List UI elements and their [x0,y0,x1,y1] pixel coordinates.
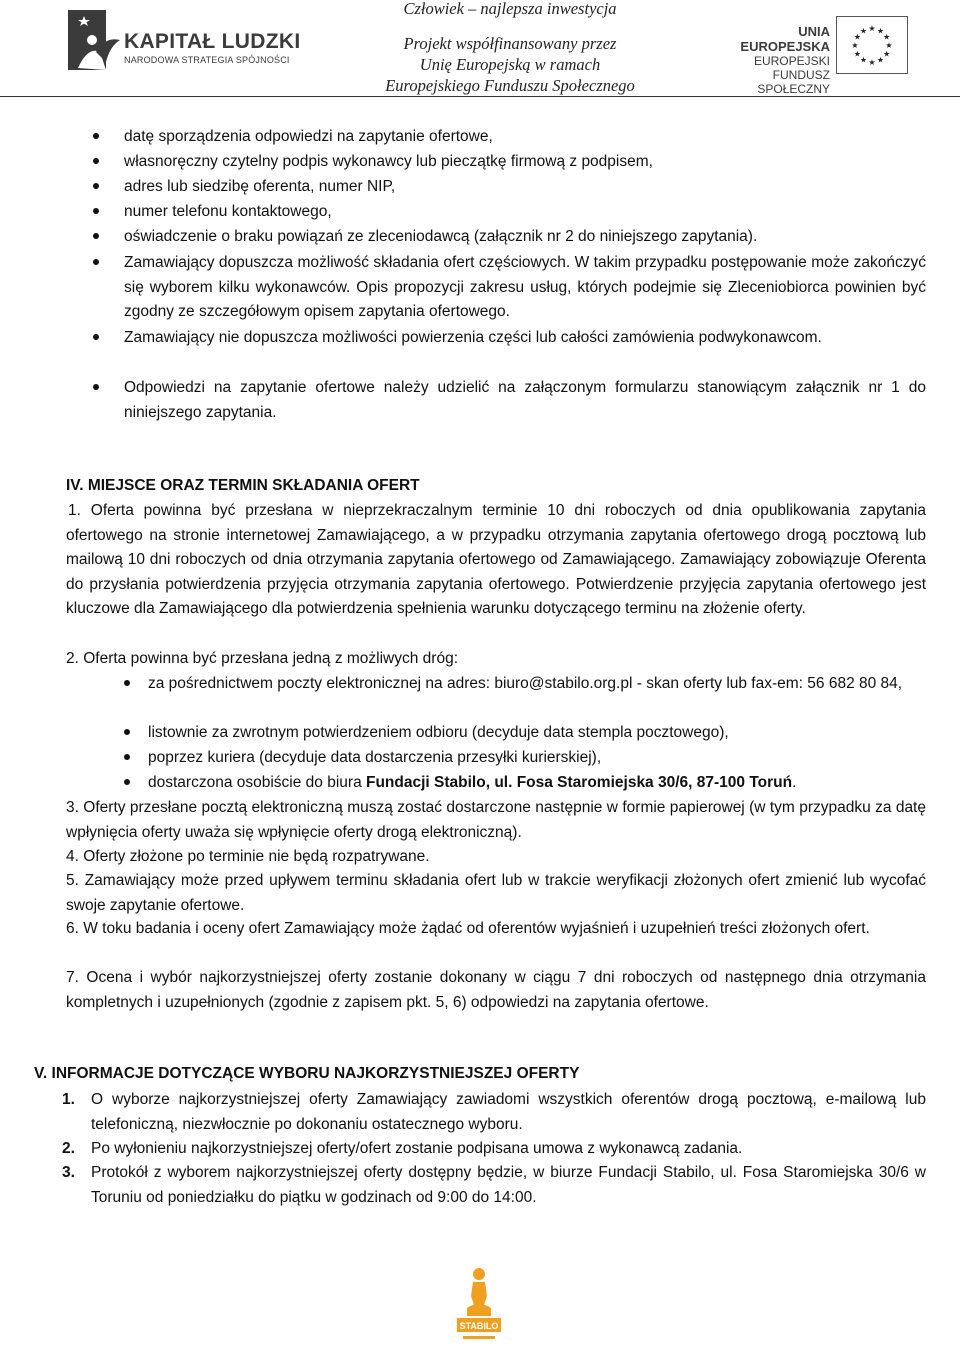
bullet-icon [93,334,99,340]
bullet-icon [124,779,130,785]
eu-star-icon: ★ [876,26,885,36]
page-header [0,0,960,97]
list-item-text: dostarczona osobiście do biura [148,774,366,791]
kapital-ludzki-wordmark [124,30,300,65]
kapital-ludzki-subtitle: NARODOWA STRATEGIA SPÓJNOŚCI [124,55,290,65]
eu-star-icon: ★ [868,58,876,67]
list-item: O wyborze najkorzystniejszej oferty Zamawiający zawiadomi wszystkich oferentów drogą pocztową, e-mailową lub telefoniczną, niezwłocznie po dokonaniu ostatecznego wyboru. [91,1091,926,1133]
list-item: Po wyłonieniu najkorzystniejszej oferty/ofert zostanie podpisana umowa z wykonawcą zadania. [91,1140,743,1157]
list-item: Odpowiedzi na zapytanie ofertowe należy udzielić na załączonym formularzu stanowiącym załącznik nr 1 do niniejszego zapytania. [124,379,926,421]
stabilo-logo-word: STABILO [459,1321,499,1331]
item-number: 1. [62,1091,75,1108]
list-item: poprzez kuriera (decyduje data dostarczenia przesyłki kurierskiej), [148,749,602,766]
eu-star-icon: ★ [859,26,868,36]
eu-star-icon: ★ [853,49,861,59]
eu-line: UNIA EUROPEJSKA [740,24,830,54]
section-heading: V. INFORMACJE DOTYCZĄCE WYBORU NAJKORZYSTNIEJSZEJ OFERTY [34,1065,580,1082]
paragraph: 6. W toku badania i oceny ofert Zamawiający może żądać od oferentów wyjaśnień i uzupełnień treści złożonych ofert. [66,920,870,937]
bullet-icon [93,208,99,214]
list-item [148,771,926,796]
office-address: Fundacji Stabilo, ul. Fosa Staromiejska 30/6, 87-100 Toruń [366,774,793,791]
list-item: Zamawiający nie dopuszcza możliwości powierzenia części lub całości zamówienia podwykonawcom. [124,329,822,346]
bullet-icon [93,233,99,239]
list-item: listownie za zwrotnym potwierdzeniem odbioru (decyduje data stempla pocztowego), [148,724,729,741]
item-number: 3. [62,1164,75,1181]
paragraph: 7. Ocena i wybór najkorzystniejszej oferty zostanie dokonany w ciągu 7 dni roboczych od następnego dnia otrzymania kompletnych i uzupełnionych (zgodnie z zapisem pkt. 5, 6) odpowiedzi na zapytania ofertowe. [66,969,926,1011]
list-item: adres lub siedzibę oferenta, numer NIP, [124,178,396,195]
eu-line: FUNDUSZ SPOŁECZNY [757,68,830,96]
eu-star-icon: ★ [883,49,891,59]
bullet-icon [124,729,130,735]
list-item: numer telefonu kontaktowego, [124,203,332,220]
eu-wordmark [708,24,830,96]
paragraph: 5. Zamawiający może przed upływem terminu składania ofert lub w trakcie weryfikacji złożonych ofert zmienić lub wycofać swoje zapytanie ofertowe. [66,872,926,914]
eu-star-icon: ★ [876,55,885,65]
bullet-icon [124,754,130,760]
bullet-icon [93,259,99,265]
paragraph: 4. Oferty złożone po terminie nie będą rozpatrywane. [66,848,430,865]
eu-flag-icon [836,16,908,74]
bullet-icon [93,384,99,390]
list-item: Zamawiający dopuszcza możliwość składania ofert częściowych. W takim przypadku postępowanie może zakończyć się wyborem kilku wykonawców. Opis propozycji zakresu usług, których podejmie się Zleceniobiorca powinien być zgodny ze szczegółowym opisem zapytania ofertowego. [124,254,926,320]
bullet-icon [93,133,99,139]
eu-line: EUROPEJSKI [753,54,830,68]
eu-star-icon: ★ [851,41,859,50]
list-item: za pośrednictwem poczty elektronicznej na adres: biuro@stabilo.org.pl - skan oferty lub fax-em: 56 682 80 84, [148,675,903,692]
stabilo-logo-icon [453,1262,505,1344]
list-item: datę sporządzenia odpowiedzi na zapytanie ofertowe, [124,128,493,145]
list-item: Protokół z wyborem najkorzystniejszej oferty dostępny będzie, w biurze Fundacji Stabilo, ul. Fosa Staromiejska 30/6 w Toruniu od poniedziałku do piątku w godzinach od 9:00 do 14:00. [91,1164,926,1206]
list-item: własnoręczny czytelny podpis wykonawcy lub pieczątkę firmową z podpisem, [124,153,653,170]
kapital-ludzki-title: KAPITAŁ LUDZKI [124,30,301,53]
section-heading: IV. MIEJSCE ORAZ TERMIN SKŁADANIA OFERT [66,477,420,494]
eu-star-icon: ★ [859,55,868,65]
list-item: oświadczenie o braku powiązań ze zleceniodawcą (załącznik nr 2 do niniejszego zapytania). [124,228,758,245]
paragraph: 3. Oferty przesłane pocztą elektroniczną muszą zostać dostarczone następnie w formie papierowej (w tym przypadku za datę wpłynięcia oferty uważa się wpłynięcie oferty drogą elektroniczną). [66,799,926,841]
motto-line: Unię Europejską w ramach [419,55,601,74]
eu-star-icon: ★ [868,24,876,33]
eu-star-icon: ★ [885,41,893,50]
motto-line: Europejskiego Funduszu Społecznego [385,76,635,95]
paragraph: 1. Oferta powinna być przesłana w nieprzekraczalnym terminie 10 dni roboczych od dnia opublikowania zapytania ofertowego na stronie internetowej Zamawiającego, a w przypadku otrzymania zapytania ofertowego drogą pocztową lub mailową 10 dni roboczych od dnia otrzymania zapytania ofertowego od Zamawiającego. Zamawiający zobowiązuje Oferenta do przysłania potwierdzenia przyjęcia otrzymania zapytania ofertowego. Potwierdzenie przyjęcia zapytania ofertowego jest kluczowe dla Zamawiającego dla potwierdzenia spełnienia warunku dotyczącego terminu na złożenie oferty. [66,502,926,617]
eu-star-icon: ★ [853,32,861,42]
bullet-icon [93,158,99,164]
paragraph: 2. Oferta powinna być przesłana jedną z możliwych dróg: [66,650,459,667]
motto-line: Człowiek – najlepsza inwestycja [403,0,617,18]
item-number: 2. [62,1140,75,1157]
bullet-icon [93,183,99,189]
header-motto [340,0,680,96]
eu-star-icon: ★ [883,32,891,42]
kapital-ludzki-logo-icon [66,6,126,78]
list-item-text: . [792,774,797,791]
motto-line: Projekt współfinansowany przez [403,34,617,53]
